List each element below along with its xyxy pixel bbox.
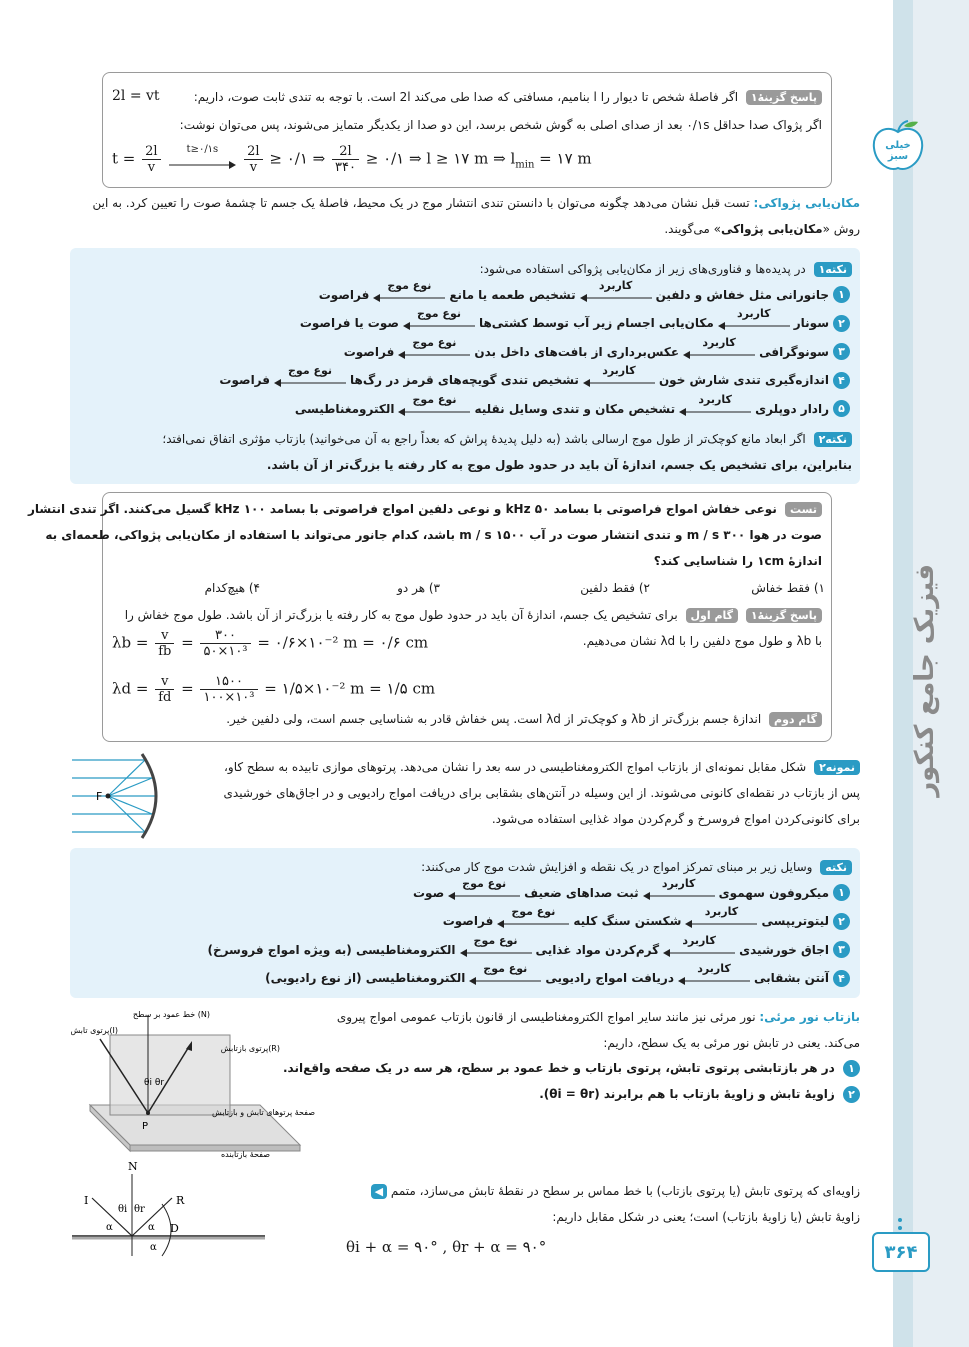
sample2-line1 (200, 760, 860, 775)
fig-alpha-1: α (106, 1222, 113, 1233)
item-subject: لیتوتریپسی (761, 914, 829, 928)
tangent-angle-figure (70, 1160, 270, 1260)
item-use: تشخیص تندی گویچه‌های قرمز در رگ‌ها (350, 373, 579, 387)
tip-formula: θi + α = ۹۰° , θr + α = ۹۰° (346, 1238, 547, 1256)
book-title: فیزیک جامع کنکور (910, 563, 940, 797)
use-arrow-label: کاربرد (602, 364, 636, 377)
item-wave: فراصوت (318, 287, 370, 302)
item-number: ۳ (833, 941, 850, 958)
light-line1 (336, 1010, 860, 1024)
item-wave: فراصوت (442, 914, 494, 928)
frac-2l-v-2: $\frac{2l}{v}$ (244, 144, 262, 175)
step1-badge: گام اول (686, 608, 739, 623)
frac-v-fb (155, 628, 174, 659)
item-use: تشخیص طعمه یا مانع (449, 287, 576, 302)
logo-text: خیلی سبز (885, 140, 911, 162)
fig-angles: θi θr (144, 1078, 165, 1088)
item-number: ۲ (833, 315, 850, 332)
wave-arrow (448, 876, 520, 900)
n300: ۳۰۰ (200, 628, 250, 644)
wave-arrow (274, 364, 346, 387)
wave-arrow-label: نوع موج (462, 876, 507, 890)
use-arrow-label: کاربرد (737, 307, 771, 320)
test-a1-text: برای تشخیص یک جسم، اندازۀ آن باید در حدود طول موج به کار رفته یا بزرگ‌تر از آن باشد. طول موج خفاش را (124, 608, 678, 622)
item-number: ۴ (833, 970, 850, 987)
tip-line1 (340, 1184, 860, 1199)
chain-row (80, 392, 850, 417)
formula-2l-vt: 2l = vt (112, 88, 160, 104)
use-arrow-label: کاربرد (682, 933, 716, 947)
item-wave: فراصوت (343, 344, 395, 359)
light-law1 (240, 1060, 860, 1077)
answer-badge: پاسخ گزینۀ۱ (746, 90, 822, 105)
item-subject: اجاق خورشیدی (739, 942, 829, 957)
fig-i: I (84, 1194, 89, 1207)
item-wave: فراصوت (219, 373, 271, 387)
item-subject: سونار (793, 316, 829, 330)
left-arrow-icon (373, 294, 445, 302)
note1-intro (80, 262, 852, 277)
fig-theta-i: θi (118, 1204, 128, 1215)
ld-result: = ۱/۵×۱۰⁻² m = ۱/۵ cm (264, 679, 436, 698)
test-answer-badge: پاسخ گزینۀ۱ (746, 608, 822, 623)
item-subject: آنتن بشقابی (754, 971, 829, 985)
item-wave: صوت یا فراصوت (299, 316, 399, 330)
note2-line1 (80, 432, 852, 447)
fb-den: fb (158, 644, 172, 659)
chain-row (80, 335, 850, 360)
logo (868, 118, 928, 176)
item-number: ۵ (833, 400, 850, 417)
d100: ۱۰۰×۱۰³ (203, 690, 255, 705)
wave-arrow-label: نوع موج (511, 905, 556, 918)
item-subject: میکروفون سهموی (718, 885, 829, 900)
test-badge: تست (785, 502, 822, 517)
light-title: بازتاب نور مرئی: (759, 1010, 860, 1024)
item-subject: سونوگرافی (759, 344, 829, 359)
item-wave: الکترومغناطیسی (به ویژه امواج فروسرخ) (207, 942, 456, 957)
note3-intro-text: وسایل زیر بر مبنای تمرکز امواج در یک نقطه و افزایش شدت موج کار می‌کنند: (421, 860, 813, 874)
v-num-2: v (155, 674, 174, 690)
wave-arrow-label: نوع موج (412, 392, 457, 406)
note2-badge: نکته۲ (814, 432, 852, 447)
left-arrow-icon (398, 408, 470, 416)
use-arrow (685, 905, 757, 928)
item-wave: الکترومغناطیسی (294, 401, 395, 416)
wave-arrow (460, 933, 532, 957)
use-arrow (679, 392, 751, 416)
side-title (905, 560, 945, 800)
v-num: v (155, 628, 174, 644)
light-law2 (340, 1086, 860, 1103)
fig-plane-label: صفحۀ پرتوهای تابش و بازتابش (212, 1108, 315, 1117)
echo-line2 (70, 222, 860, 236)
sample2-line3: برای کانونی‌کردن امواج فروسرخ و گرم‌کردن مواد غذایی استفاده می‌شود. (491, 812, 860, 826)
item-number: ۲ (833, 913, 850, 930)
sample2-line2: پس از بازتاب در نقطه‌ای کانونی می‌شوند. از این وسیله در آنتن‌های بشقابی برای دریافت امواج رادیویی و در اجاق‌های خورشیدی (223, 786, 860, 800)
chain-row (80, 307, 850, 332)
concave-mirror-figure (70, 750, 180, 840)
arrow-label: t≥۰/۱s (186, 143, 219, 155)
law2-text: زاویۀ تابش و زاویۀ بازتاب با هم برابرند (θi = θr). (539, 1087, 835, 1101)
item-wave: الکترومغناطیسی (از نوع رادیویی) (265, 971, 466, 985)
frac-1500-100 (200, 674, 257, 705)
reflection-3d-figure (70, 1005, 320, 1160)
law-num-2: ۲ (843, 1086, 860, 1103)
left-arrow-icon (679, 408, 751, 416)
d50: ۵۰×۱۰³ (203, 644, 248, 659)
test-q3: اندازۀ ۱cm را شناسایی کند؟ (653, 554, 822, 568)
use-arrow-label: کاربرد (698, 392, 732, 406)
page-number: ۳۶۴ (872, 1232, 930, 1272)
echo-bold: مکان‌یابی پژواکی (720, 222, 823, 236)
echo-pre: روش « (822, 222, 860, 236)
lmin-sub: min (515, 159, 535, 171)
note3-badge: نکته (820, 860, 852, 875)
n1500: ۱۵۰۰ (200, 674, 257, 690)
sample2-text1: شکل مقابل نمونه‌ای از بازتاب امواج الکترومغناطیسی در سه بعد را نشان می‌دهد. پرتوهای موازی تابیده به سطح کاو، (224, 760, 807, 774)
fig-reflected-label: پرتوی بازتابش(R) (220, 1044, 280, 1053)
den-340: ۳۴۰ (335, 160, 356, 175)
wave-arrow (403, 307, 475, 330)
item-use: ثبت صداهای ضعیف (524, 885, 639, 900)
wave-arrow (398, 335, 470, 359)
test-q1-text: نوعی خفاش امواج فراصوتی با بسامد ۵۰ kHz و نوعی دلفین امواج فراصوتی با بسامد ۱۰۰ kHz گسیل می‌کنند. اگر تندی انتشار (27, 502, 777, 516)
chain-row (80, 933, 850, 958)
chain-row (80, 962, 850, 987)
step2-badge: گام دوم (769, 712, 822, 727)
wave-arrow (497, 905, 569, 928)
frac-v-fd (155, 674, 174, 705)
item-use: شکستن سنگ کلیه (573, 914, 682, 928)
test-answer2: با λb و طول موج دلفین را با λd نشان می‌دهیم. (582, 634, 822, 648)
use-arrow (683, 335, 755, 359)
left-arrow-icon (469, 977, 541, 985)
item-use: مکان‌یابی اجسام زیر آب توسط کشتی‌ها (478, 316, 714, 330)
page-dot (898, 1218, 902, 1222)
note3-intro (80, 860, 852, 875)
wave-arrow-label: نوع موج (483, 962, 528, 975)
frac-300-50 (200, 628, 250, 659)
fd-den: fd (158, 690, 172, 705)
note-badge: نکته۱ (814, 262, 852, 277)
lambda-b-formula: λb = $\frac{v}{fb}$ = $\frac{۳۰۰}{\text{۵۰×۱۰³}}$ = ۰/۶×۱۰⁻² m = ۰/۶ cm (112, 628, 429, 659)
test-answer3 (110, 712, 822, 727)
fig-point: P (142, 1121, 149, 1132)
item-use: تشخیص مکان و تندی وسایل نقلیه (474, 401, 676, 416)
left-arrow-icon (718, 322, 790, 330)
left-arrow-icon (448, 892, 520, 900)
echo-title: مکان‌یابی پژواکی: (753, 196, 860, 210)
wave-arrow (373, 278, 445, 302)
item-number: ۴ (833, 372, 850, 389)
frac-2l-v: $\frac{2l}{v}$ (142, 144, 160, 175)
echo-post: » می‌گویند. (664, 222, 721, 236)
answer1-line1 (110, 90, 822, 105)
focus-label: F (96, 790, 103, 803)
chain-row (80, 278, 850, 303)
left-arrow-icon (583, 379, 655, 387)
wave-arrow-label: نوع موج (473, 933, 518, 947)
echo-text1: تست قبل نشان می‌دهد چگونه می‌توان با دانستن تندی انتشار موج در یک محیط، فاصلۀ یک جسم تا چشمۀ صوت را تعیین کرد. به این (92, 196, 750, 210)
left-arrow-icon (497, 920, 569, 928)
test-a3-text: اندازۀ جسم بزرگ‌تر از λb و کوچک‌تر از λd است. پس خفاش قادر به شناسایی جسم است، ولی دلفین خیر. (226, 712, 762, 726)
frac-2l-340: $\frac{2l}{۳۴۰}$ (332, 144, 359, 175)
use-arrow (580, 278, 652, 302)
left-arrow-icon (460, 949, 532, 957)
left-arrow-icon (683, 351, 755, 359)
light-line2: می‌کند. یعنی در تابش نور مرئی به یک سطح، داریم: (603, 1036, 860, 1050)
item-subject: جانورانی مثل خفاش و دلفین (655, 287, 829, 302)
item-number: ۱ (833, 884, 850, 901)
wave-arrow-label: نوع موج (387, 278, 432, 292)
tip-arrow-icon: ◀ (371, 1184, 387, 1199)
use-arrow (718, 307, 790, 330)
wave-arrow (398, 392, 470, 416)
fig-normal-label: خط عمود بر سطح (N) (132, 1010, 210, 1019)
fig-theta-r: θr (134, 1204, 145, 1215)
wave-arrow-label: نوع موج (288, 364, 333, 377)
use-arrow (643, 876, 715, 900)
chain-row (80, 876, 850, 901)
lambda-d-formula: λd = $\frac{v}{fd}$ = $\frac{۱۵۰۰}{\text{۱۰۰×۱۰³}}$ = ۱/۵×۱۰⁻² m = ۱/۵ cm (112, 674, 436, 705)
chain-row (80, 364, 850, 389)
answer1-formula2 (112, 144, 592, 175)
fig-alpha-2: α (148, 1222, 155, 1233)
use-arrow-label: کاربرد (661, 876, 696, 890)
item-wave: صوت (412, 885, 445, 900)
tip-line2: زاویۀ تابش (یا زاویۀ بازتاب) است؛ یعنی در شکل مقابل داریم: (552, 1210, 860, 1224)
use-arrow-label: کاربرد (697, 962, 731, 975)
left-arrow-icon (663, 949, 735, 957)
option-3[interactable]: ۳) هر دو (397, 581, 440, 595)
option-1[interactable]: ۱) فقط خفاش (751, 581, 825, 595)
item-subject: اندازه‌گیری تندی شارش خون (658, 373, 829, 387)
use-arrow (678, 962, 750, 985)
ineq-text: ≥ ۰/۱ ⇒ (269, 149, 326, 168)
option-4[interactable]: ۴) هیچ‌کدام (204, 581, 260, 595)
sample-badge: نمونه۲ (814, 760, 860, 775)
item-use: گرم‌کردن مواد غذایی (535, 942, 660, 957)
page-dot (898, 1226, 902, 1230)
ld-lhs: λd = (112, 679, 149, 698)
fig-d: D (170, 1222, 179, 1235)
tail-text: ≥ ۰/۱ ⇒ l ≥ ۱۷ m ⇒ l (365, 149, 516, 168)
lb-lhs: λb = (112, 633, 149, 652)
tip-text1: زاویه‌ای که پرتوی تابش (یا پرتوی بازتاب) با خط مماس بر سطح در نقطۀ تابش می‌سازد، متمم (390, 1184, 860, 1198)
test-q1 (27, 502, 822, 517)
use-arrow-label: کاربرد (702, 335, 736, 349)
test-q2: صوت در هوا ۳۰۰ m / s و تندی انتشار صوت در آب ۱۵۰۰ m / s باشد، کدام جانور می‌تواند با استفاده از مکان‌یابی پژواکی، طعمه‌ای به (45, 528, 822, 542)
item-number: ۱ (833, 286, 850, 303)
use-arrow (663, 933, 735, 957)
law1-text: در هر بازتابشی پرتوی تابش، پرتوی بازتاب و خط عمود بر سطح، هر سه در یک صفحه واقع‌اند. (282, 1061, 835, 1075)
note1-intro-text: در پدیده‌ها و فناوری‌های زیر از مکان‌یابی پژواکی استفاده می‌شود: (479, 262, 806, 276)
left-arrow-icon (685, 920, 757, 928)
item-number: ۳ (833, 343, 850, 360)
item-use: عکس‌برداری از بافت‌های داخل بدن (474, 344, 680, 359)
left-arrow-icon (403, 322, 475, 330)
note1-box (70, 248, 860, 484)
item-use: دریافت امواج رادیویی (545, 971, 674, 985)
left-arrow-icon (678, 977, 750, 985)
fig-incident-label: پرتوی تابش(I) (70, 1026, 118, 1035)
fig-mirror-label: صفحۀ بازتابنده (220, 1150, 270, 1159)
lmin-val: = ۱۷ m (539, 149, 592, 168)
echo-line1 (70, 196, 860, 210)
wave-arrow-label: نوع موج (412, 335, 457, 349)
chain-row (80, 905, 850, 930)
item-subject: رادار دوپلری (755, 401, 829, 416)
left-arrow-icon (580, 294, 652, 302)
right-arrow-icon (167, 160, 237, 170)
left-arrow-icon (643, 892, 715, 900)
condition-arrow (167, 143, 237, 170)
left-arrow-icon (398, 351, 470, 359)
use-arrow-label: کاربرد (704, 905, 739, 918)
light-text1: نور مرئی نیز مانند سایر امواج الکترومغناطیسی از قانون بازتاب عمومی امواج پیروی (336, 1010, 756, 1024)
wave-arrow-label: نوع موج (416, 307, 461, 320)
fig-n: N (128, 1160, 138, 1173)
test-answer1 (110, 608, 822, 623)
lb-result: = ۰/۶×۱۰⁻² m = ۰/۶ cm (257, 633, 429, 652)
option-2[interactable]: ۲) فقط دلفین (580, 581, 650, 595)
note2-text1: اگر ابعاد مانع کوچک‌تر از طول موج ارسالی باشد (به دلیل پدیدۀ پراش که بعداً راجع به آن می‌خوانید) بازتاب مؤثری اتفاق نمی‌افتد؛ (162, 432, 806, 446)
use-arrow-label: کاربرد (598, 278, 633, 292)
left-arrow-icon (274, 379, 346, 387)
fig-alpha-3: α (150, 1242, 157, 1253)
answer1-line2: اگر پژواک صدا حداقل ۰/۱s بعد از صدای اصلی به گوش شخص برسد، این دو صدا از یکدیگر متمایز می‌شوند، پس می‌توان نوشت: (179, 118, 822, 132)
law-num-1: ۱ (843, 1060, 860, 1077)
note2-line2: بنابراین، برای تشخیص یک جسم، اندازۀ آن باید در حدود طول موج به کار رفته یا بزرگ‌تر از آن باشد. (266, 458, 852, 472)
answer1-text1: اگر فاصلۀ شخص تا دیوار را l بنامیم، مسافتی که صدا طی می‌کند 2l است. با توجه به تندی ثابت صوت، داریم: (193, 90, 739, 104)
wave-arrow (469, 962, 541, 985)
use-arrow (583, 364, 655, 387)
fig-r: R (176, 1194, 185, 1207)
t-label: t = (112, 149, 136, 168)
